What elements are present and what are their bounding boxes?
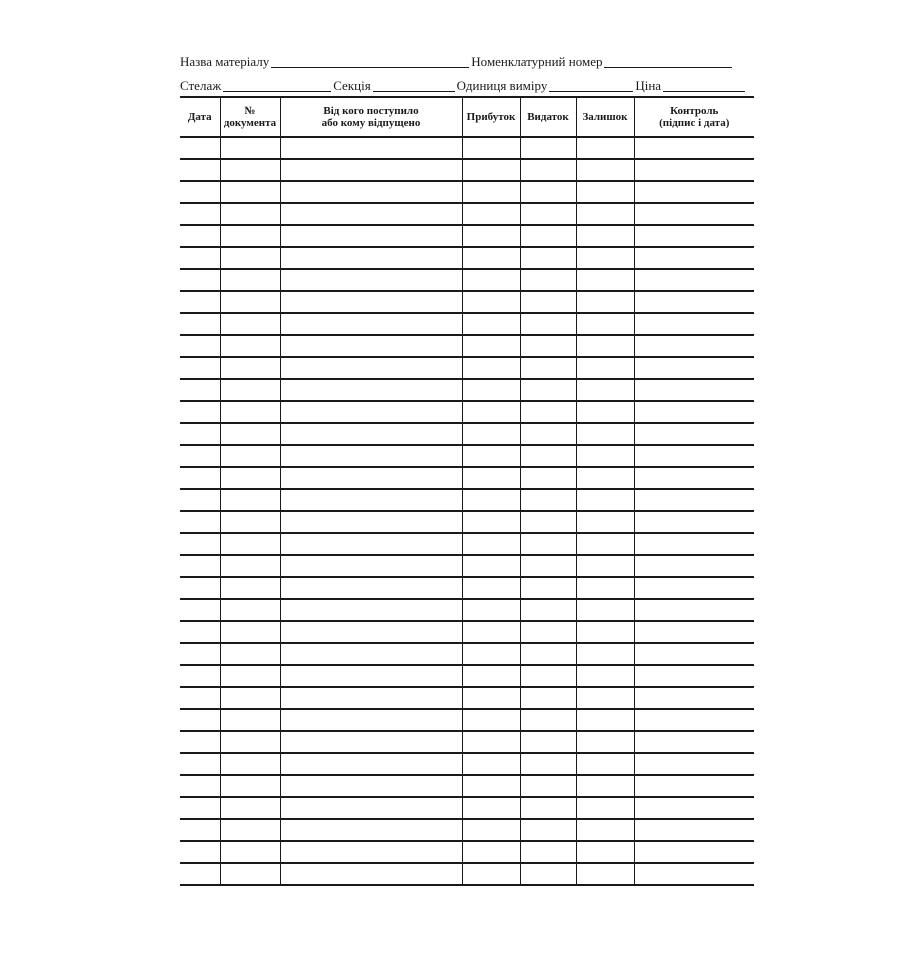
cell-doc-number[interactable] (220, 335, 280, 357)
cell-doc-number[interactable] (220, 291, 280, 313)
cell-from-whom[interactable] (280, 731, 462, 753)
cell-doc-number[interactable] (220, 137, 280, 159)
cell-outgo[interactable] (520, 643, 576, 665)
ledger-row (180, 137, 754, 159)
cell-income[interactable] (462, 599, 520, 621)
cell-control[interactable] (634, 247, 754, 269)
cell-from-whom[interactable] (280, 291, 462, 313)
cell-from-whom[interactable] (280, 775, 462, 797)
cell-income[interactable] (462, 137, 520, 159)
cell-doc-number[interactable] (220, 753, 280, 775)
cell-balance[interactable] (576, 335, 634, 357)
cell-income[interactable] (462, 379, 520, 401)
cell-control[interactable] (634, 181, 754, 203)
cell-balance[interactable] (576, 291, 634, 313)
cell-date[interactable] (180, 313, 220, 335)
cell-control[interactable] (634, 643, 754, 665)
cell-doc-number[interactable] (220, 841, 280, 863)
ledger-row (180, 687, 754, 709)
cell-income[interactable] (462, 709, 520, 731)
ledger-row (180, 313, 754, 335)
cell-outgo[interactable] (520, 357, 576, 379)
cell-control[interactable] (634, 775, 754, 797)
cell-date[interactable] (180, 797, 220, 819)
cell-date[interactable] (180, 181, 220, 203)
cell-from-whom[interactable] (280, 401, 462, 423)
cell-from-whom[interactable] (280, 709, 462, 731)
column-header-from-whom: Від кого поступило або кому відпущено (280, 97, 462, 137)
cell-income[interactable] (462, 181, 520, 203)
cell-date[interactable] (180, 401, 220, 423)
cell-date[interactable] (180, 159, 220, 181)
cell-income[interactable] (462, 247, 520, 269)
cell-control[interactable] (634, 863, 754, 885)
cell-income[interactable] (462, 401, 520, 423)
cell-control[interactable] (634, 335, 754, 357)
cell-income[interactable] (462, 577, 520, 599)
cell-balance[interactable] (576, 467, 634, 489)
cell-outgo[interactable] (520, 379, 576, 401)
cell-from-whom[interactable] (280, 863, 462, 885)
cell-doc-number[interactable] (220, 269, 280, 291)
cell-income[interactable] (462, 225, 520, 247)
cell-outgo[interactable] (520, 423, 576, 445)
cell-date[interactable] (180, 863, 220, 885)
cell-income[interactable] (462, 819, 520, 841)
cell-doc-number[interactable] (220, 775, 280, 797)
cell-date[interactable] (180, 533, 220, 555)
cell-balance[interactable] (576, 841, 634, 863)
nomenclature-number-label: Номенклатурний номер (471, 54, 603, 69)
cell-date[interactable] (180, 467, 220, 489)
cell-control[interactable] (634, 445, 754, 467)
cell-date[interactable] (180, 643, 220, 665)
cell-doc-number[interactable] (220, 643, 280, 665)
cell-balance[interactable] (576, 621, 634, 643)
cell-balance[interactable] (576, 159, 634, 181)
cell-from-whom[interactable] (280, 137, 462, 159)
cell-income[interactable] (462, 489, 520, 511)
cell-from-whom[interactable] (280, 665, 462, 687)
header-row-material (180, 50, 754, 70)
column-header-date: Дата (180, 97, 220, 137)
ledger-row (180, 159, 754, 181)
cell-doc-number[interactable] (220, 599, 280, 621)
cell-income[interactable] (462, 555, 520, 577)
cell-income[interactable] (462, 753, 520, 775)
cell-outgo[interactable] (520, 467, 576, 489)
ledger-row (180, 819, 754, 841)
cell-income[interactable] (462, 335, 520, 357)
cell-outgo[interactable] (520, 533, 576, 555)
cell-date[interactable] (180, 489, 220, 511)
ledger-row (180, 621, 754, 643)
ledger-row (180, 665, 754, 687)
cell-from-whom[interactable] (280, 445, 462, 467)
cell-control[interactable] (634, 467, 754, 489)
cell-balance[interactable] (576, 665, 634, 687)
cell-control[interactable] (634, 423, 754, 445)
cell-date[interactable] (180, 335, 220, 357)
cell-income[interactable] (462, 621, 520, 643)
cell-from-whom[interactable] (280, 533, 462, 555)
cell-income[interactable] (462, 291, 520, 313)
cell-outgo[interactable] (520, 709, 576, 731)
cell-outgo[interactable] (520, 665, 576, 687)
column-header-income: Прибуток (462, 97, 520, 137)
cell-outgo[interactable] (520, 137, 576, 159)
cell-control[interactable] (634, 401, 754, 423)
cell-balance[interactable] (576, 357, 634, 379)
cell-doc-number[interactable] (220, 577, 280, 599)
cell-from-whom[interactable] (280, 643, 462, 665)
ledger-row (180, 247, 754, 269)
cell-income[interactable] (462, 797, 520, 819)
cell-from-whom[interactable] (280, 797, 462, 819)
cell-control[interactable] (634, 753, 754, 775)
cell-outgo[interactable] (520, 775, 576, 797)
ledger-table (180, 96, 754, 886)
cell-from-whom[interactable] (280, 467, 462, 489)
cell-outgo[interactable] (520, 203, 576, 225)
cell-doc-number[interactable] (220, 467, 280, 489)
cell-doc-number[interactable] (220, 555, 280, 577)
cell-doc-number[interactable] (220, 731, 280, 753)
cell-balance[interactable] (576, 797, 634, 819)
cell-date[interactable] (180, 775, 220, 797)
cell-from-whom[interactable] (280, 511, 462, 533)
cell-doc-number[interactable] (220, 621, 280, 643)
cell-control[interactable] (634, 555, 754, 577)
column-header-control: Контроль (підпис і дата) (634, 97, 754, 137)
cell-balance[interactable] (576, 225, 634, 247)
cell-balance[interactable] (576, 533, 634, 555)
cell-doc-number[interactable] (220, 819, 280, 841)
cell-doc-number[interactable] (220, 225, 280, 247)
cell-control[interactable] (634, 489, 754, 511)
cell-date[interactable] (180, 357, 220, 379)
cell-control[interactable] (634, 621, 754, 643)
ledger-row (180, 753, 754, 775)
cell-from-whom[interactable] (280, 489, 462, 511)
cell-control[interactable] (634, 599, 754, 621)
cell-control[interactable] (634, 511, 754, 533)
ledger-row (180, 423, 754, 445)
cell-from-whom[interactable] (280, 379, 462, 401)
cell-income[interactable] (462, 203, 520, 225)
cell-income[interactable] (462, 775, 520, 797)
cell-from-whom[interactable] (280, 599, 462, 621)
cell-balance[interactable] (576, 687, 634, 709)
cell-doc-number[interactable] (220, 181, 280, 203)
cell-balance[interactable] (576, 511, 634, 533)
cell-balance[interactable] (576, 445, 634, 467)
cell-date[interactable] (180, 621, 220, 643)
cell-date[interactable] (180, 225, 220, 247)
cell-balance[interactable] (576, 379, 634, 401)
ledger-row (180, 731, 754, 753)
cell-income[interactable] (462, 511, 520, 533)
ledger-row (180, 797, 754, 819)
cell-doc-number[interactable] (220, 159, 280, 181)
material-name-field[interactable] (271, 53, 469, 68)
cell-outgo[interactable] (520, 247, 576, 269)
cell-date[interactable] (180, 841, 220, 863)
section-field[interactable] (373, 77, 455, 92)
cell-from-whom[interactable] (280, 313, 462, 335)
cell-date[interactable] (180, 269, 220, 291)
cell-income[interactable] (462, 357, 520, 379)
ledger-row (180, 445, 754, 467)
cell-doc-number[interactable] (220, 203, 280, 225)
cell-outgo[interactable] (520, 863, 576, 885)
ledger-row (180, 577, 754, 599)
cell-doc-number[interactable] (220, 533, 280, 555)
cell-from-whom[interactable] (280, 819, 462, 841)
cell-outgo[interactable] (520, 181, 576, 203)
cell-outgo[interactable] (520, 269, 576, 291)
cell-outgo[interactable] (520, 731, 576, 753)
cell-balance[interactable] (576, 203, 634, 225)
ledger-row (180, 467, 754, 489)
cell-control[interactable] (634, 313, 754, 335)
column-header-doc-number: № документа (220, 97, 280, 137)
cell-date[interactable] (180, 423, 220, 445)
cell-outgo[interactable] (520, 599, 576, 621)
cell-control[interactable] (634, 203, 754, 225)
cell-from-whom[interactable] (280, 335, 462, 357)
cell-outgo[interactable] (520, 687, 576, 709)
cell-date[interactable] (180, 687, 220, 709)
cell-outgo[interactable] (520, 621, 576, 643)
cell-from-whom[interactable] (280, 577, 462, 599)
cell-from-whom[interactable] (280, 159, 462, 181)
cell-balance[interactable] (576, 247, 634, 269)
cell-date[interactable] (180, 709, 220, 731)
cell-balance[interactable] (576, 863, 634, 885)
cell-outgo[interactable] (520, 841, 576, 863)
cell-from-whom[interactable] (280, 203, 462, 225)
cell-from-whom[interactable] (280, 357, 462, 379)
cell-date[interactable] (180, 753, 220, 775)
ledger-row (180, 841, 754, 863)
cell-balance[interactable] (576, 599, 634, 621)
price-label: Ціна (635, 78, 662, 93)
cell-outgo[interactable] (520, 577, 576, 599)
cell-doc-number[interactable] (220, 379, 280, 401)
cell-control[interactable] (634, 379, 754, 401)
cell-date[interactable] (180, 137, 220, 159)
cell-outgo[interactable] (520, 159, 576, 181)
cell-from-whom[interactable] (280, 753, 462, 775)
cell-doc-number[interactable] (220, 423, 280, 445)
cell-outgo[interactable] (520, 797, 576, 819)
cell-from-whom[interactable] (280, 225, 462, 247)
cell-outgo[interactable] (520, 819, 576, 841)
cell-balance[interactable] (576, 819, 634, 841)
cell-outgo[interactable] (520, 313, 576, 335)
cell-date[interactable] (180, 291, 220, 313)
cell-control[interactable] (634, 687, 754, 709)
cell-from-whom[interactable] (280, 621, 462, 643)
cell-doc-number[interactable] (220, 797, 280, 819)
cell-income[interactable] (462, 687, 520, 709)
cell-balance[interactable] (576, 709, 634, 731)
cell-control[interactable] (634, 291, 754, 313)
ledger-row (180, 269, 754, 291)
cell-outgo[interactable] (520, 335, 576, 357)
cell-control[interactable] (634, 665, 754, 687)
ledger-row (180, 225, 754, 247)
column-header-outgo: Видаток (520, 97, 576, 137)
cell-outgo[interactable] (520, 753, 576, 775)
unit-of-measure-label: Одиниця виміру (456, 78, 548, 93)
cell-date[interactable] (180, 555, 220, 577)
cell-income[interactable] (462, 467, 520, 489)
cell-control[interactable] (634, 709, 754, 731)
ledger-row (180, 555, 754, 577)
cell-income[interactable] (462, 863, 520, 885)
cell-balance[interactable] (576, 555, 634, 577)
cell-income[interactable] (462, 159, 520, 181)
cell-from-whom[interactable] (280, 247, 462, 269)
cell-date[interactable] (180, 599, 220, 621)
cell-control[interactable] (634, 533, 754, 555)
ledger-row (180, 775, 754, 797)
cell-income[interactable] (462, 731, 520, 753)
cell-control[interactable] (634, 159, 754, 181)
ledger-row (180, 599, 754, 621)
ledger-body (180, 137, 754, 885)
cell-date[interactable] (180, 665, 220, 687)
cell-date[interactable] (180, 379, 220, 401)
ledger-row (180, 863, 754, 885)
nomenclature-number-field[interactable] (604, 53, 732, 68)
ledger-row (180, 335, 754, 357)
cell-income[interactable] (462, 445, 520, 467)
ledger-row (180, 709, 754, 731)
ledger-row (180, 643, 754, 665)
cell-control[interactable] (634, 577, 754, 599)
cell-balance[interactable] (576, 137, 634, 159)
cell-outgo[interactable] (520, 225, 576, 247)
cell-date[interactable] (180, 247, 220, 269)
cell-outgo[interactable] (520, 401, 576, 423)
cell-income[interactable] (462, 665, 520, 687)
ledger-row (180, 511, 754, 533)
ledger-row (180, 203, 754, 225)
cell-from-whom[interactable] (280, 555, 462, 577)
cell-control[interactable] (634, 819, 754, 841)
cell-from-whom[interactable] (280, 269, 462, 291)
cell-doc-number[interactable] (220, 401, 280, 423)
cell-doc-number[interactable] (220, 489, 280, 511)
ledger-header-row (180, 97, 754, 137)
cell-income[interactable] (462, 423, 520, 445)
unit-of-measure-field[interactable] (549, 77, 633, 92)
cell-outgo[interactable] (520, 445, 576, 467)
cell-balance[interactable] (576, 181, 634, 203)
cell-income[interactable] (462, 313, 520, 335)
cell-outgo[interactable] (520, 555, 576, 577)
cell-date[interactable] (180, 731, 220, 753)
cell-date[interactable] (180, 511, 220, 533)
cell-income[interactable] (462, 533, 520, 555)
cell-doc-number[interactable] (220, 863, 280, 885)
cell-outgo[interactable] (520, 291, 576, 313)
cell-doc-number[interactable] (220, 445, 280, 467)
cell-control[interactable] (634, 731, 754, 753)
cell-balance[interactable] (576, 313, 634, 335)
cell-doc-number[interactable] (220, 247, 280, 269)
cell-balance[interactable] (576, 643, 634, 665)
ledger-row (180, 489, 754, 511)
cell-balance[interactable] (576, 577, 634, 599)
cell-control[interactable] (634, 137, 754, 159)
cell-balance[interactable] (576, 775, 634, 797)
cell-doc-number[interactable] (220, 687, 280, 709)
cell-income[interactable] (462, 269, 520, 291)
header-row-storage (180, 74, 754, 94)
cell-outgo[interactable] (520, 511, 576, 533)
rack-label: Стелаж (180, 78, 222, 93)
ledger-row (180, 357, 754, 379)
ledger-row (180, 181, 754, 203)
cell-date[interactable] (180, 203, 220, 225)
cell-balance[interactable] (576, 489, 634, 511)
cell-income[interactable] (462, 643, 520, 665)
cell-doc-number[interactable] (220, 709, 280, 731)
price-field[interactable] (663, 77, 745, 92)
cell-control[interactable] (634, 225, 754, 247)
cell-control[interactable] (634, 797, 754, 819)
ledger-row (180, 291, 754, 313)
cell-control[interactable] (634, 357, 754, 379)
cell-from-whom[interactable] (280, 181, 462, 203)
cell-balance[interactable] (576, 423, 634, 445)
ledger-row (180, 401, 754, 423)
ledger-row (180, 533, 754, 555)
cell-control[interactable] (634, 269, 754, 291)
section-label: Секція (333, 78, 371, 93)
cell-balance[interactable] (576, 731, 634, 753)
cell-from-whom[interactable] (280, 841, 462, 863)
cell-income[interactable] (462, 841, 520, 863)
cell-balance[interactable] (576, 269, 634, 291)
cell-balance[interactable] (576, 753, 634, 775)
cell-from-whom[interactable] (280, 687, 462, 709)
cell-from-whom[interactable] (280, 423, 462, 445)
cell-date[interactable] (180, 819, 220, 841)
ledger-row (180, 379, 754, 401)
cell-doc-number[interactable] (220, 313, 280, 335)
cell-date[interactable] (180, 445, 220, 467)
cell-doc-number[interactable] (220, 357, 280, 379)
cell-control[interactable] (634, 841, 754, 863)
cell-doc-number[interactable] (220, 665, 280, 687)
rack-field[interactable] (223, 77, 331, 92)
material-name-label: Назва матеріалу (180, 54, 270, 69)
cell-date[interactable] (180, 577, 220, 599)
column-header-balance: Залишок (576, 97, 634, 137)
cell-balance[interactable] (576, 401, 634, 423)
cell-outgo[interactable] (520, 489, 576, 511)
cell-doc-number[interactable] (220, 511, 280, 533)
